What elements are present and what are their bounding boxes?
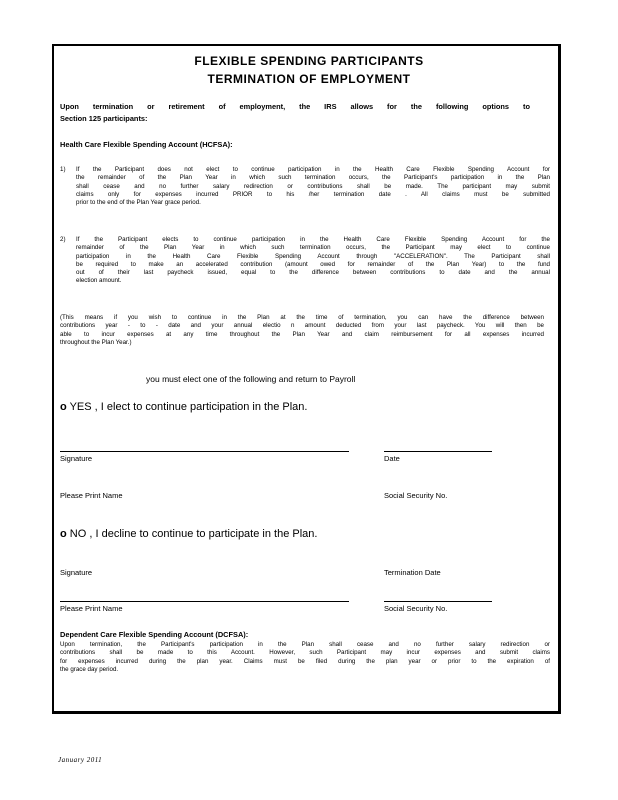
no-checkbox[interactable]: o xyxy=(60,528,67,540)
yes-keyword: YES xyxy=(69,401,92,413)
item1-number: 1) xyxy=(60,166,66,173)
signature-label-2: Signature xyxy=(60,568,93,577)
acceleration-note: (This means if you wish to continue in the Plan at the time of termination, you can have the difference between contributions year - to - date and your annual electio n amount deducted from your last paycheck. You will then be able to incur expenses at any time throughout the Plan Year and claim reimbursement for all expenses incurred throughout the Plan Year.) xyxy=(60,314,544,346)
instruction-text: you must elect one of the following and return to Payroll xyxy=(146,374,356,384)
signature-label: Signature xyxy=(60,454,93,463)
dcfsa-text: Upon termination, the Participant's participation in the Plan shall cease and no further salary redirection or contributions shall be made to this Account. However, such Participant may incur expenses and submit claims for expenses incurred during the plan year. Claims must be filed during the plan year or prior to the expiration of the grace day period. xyxy=(60,641,550,673)
termination-date-label: Termination Date xyxy=(384,568,441,577)
date-label: Date xyxy=(384,454,400,463)
footer-date: January 2011 xyxy=(58,756,103,764)
ssn-label: Social Security No. xyxy=(384,491,448,500)
yes-checkbox[interactable]: o xyxy=(60,401,67,413)
yes-text: , I elect to continue participation in the Plan. xyxy=(91,401,308,413)
no-text: , I decline to continue to participate in the Plan. xyxy=(86,528,318,540)
print-name-label: Please Print Name xyxy=(60,491,123,500)
option-no[interactable] xyxy=(60,528,317,540)
form-title-line1: FLEXIBLE SPENDING PARTICIPANTS xyxy=(194,54,424,68)
print-name-label-2: Please Print Name xyxy=(60,604,123,613)
item2-text: If the Participant elects to continue participation in the Health Care Flexible Spending Account for the remainder of the Plan Year in which such termination occurs, the Participant may elect to continue participation in the Health Care Flexible Spending Account through "ACCELERATION". The Participant shall be required to make an accelerated contribution (amount owed for remainder of the Plan Year) to the fund out of their last paycheck issued, equal to the difference between contributions to date and the annual election amount. xyxy=(76,236,550,285)
item1-text: If the Participant does not elect to continue participation in the Health Care Flexible Spending Account for the remainder of the Plan Year in which such termination occurs, the Participant's participation in the Plan shall cease and no further salary redirection or contributions shall be made. The participant may submit claims only for expenses incurred PRIOR to his /her termination date . All claims must be submitted prior to the end of the Plan Year grace period. xyxy=(76,166,550,207)
form-title-line2: TERMINATION OF EMPLOYMENT xyxy=(207,72,411,86)
option-yes[interactable] xyxy=(60,401,307,413)
intro-line1: Upon termination or retirement of employment, the IRS allows for the following options to xyxy=(60,102,530,111)
no-keyword: NO xyxy=(69,528,87,540)
print-name-line[interactable] xyxy=(60,601,349,602)
item2-number: 2) xyxy=(60,236,66,243)
signature-line[interactable] xyxy=(60,451,349,452)
intro-line2: Section 125 participants: xyxy=(60,114,148,123)
hcfsa-heading: Health Care Flexible Spending Account (HCFSA): xyxy=(60,140,233,149)
date-line[interactable] xyxy=(384,451,492,452)
ssn-line[interactable] xyxy=(384,601,492,602)
ssn-label-2: Social Security No. xyxy=(384,604,448,613)
dcfsa-heading: Dependent Care Flexible Spending Account (DCFSA): xyxy=(60,630,249,639)
